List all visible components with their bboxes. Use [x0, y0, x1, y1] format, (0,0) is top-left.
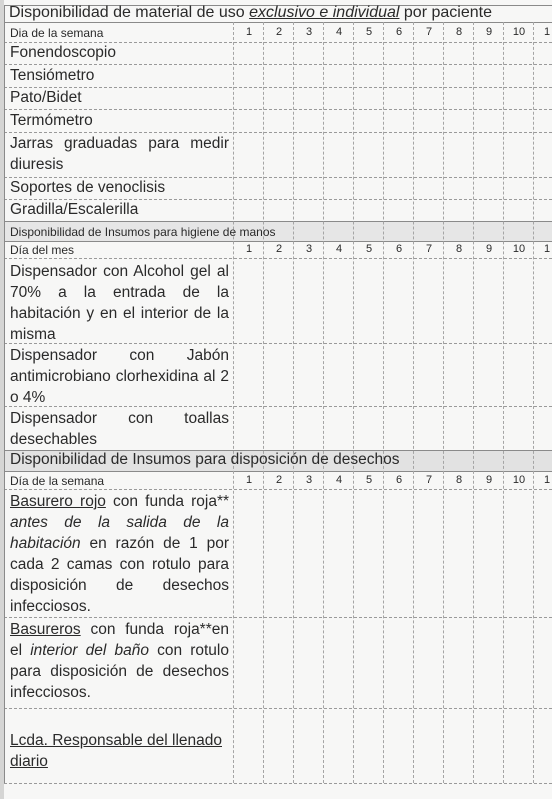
day-number: 2	[275, 243, 283, 255]
bano-line1-rest: con funda roja**en	[80, 621, 229, 638]
day-number: 1	[543, 26, 551, 38]
basurero-line2: antes de la salida de la	[10, 514, 229, 531]
day-number: 5	[365, 474, 373, 486]
bano-line2-pre: el	[10, 642, 31, 659]
toallas-line2: desechables	[10, 431, 98, 448]
rule	[4, 109, 552, 110]
rule	[4, 241, 552, 242]
day-number: 8	[455, 26, 463, 38]
day-number: 1	[543, 474, 551, 486]
basurero-underlined: Basurero rojo	[10, 493, 106, 510]
rule	[4, 22, 552, 23]
basurero-italic: habitación	[10, 535, 81, 552]
day-number: 7	[425, 474, 433, 486]
day-number: 6	[395, 26, 403, 38]
rule	[4, 783, 552, 784]
rule	[4, 471, 552, 472]
item-jarras-line1: Jarras graduadas para medir	[10, 135, 229, 152]
day-number: 8	[455, 474, 463, 486]
day-number: 7	[425, 243, 433, 255]
bano-line2-post: con rotulo	[148, 642, 229, 659]
jabon-line2: antimicrobiano clorhexidina al 2	[10, 368, 229, 385]
section1-title-start: Disponibilidad de material de uso	[9, 4, 250, 21]
item-toallas	[10, 408, 229, 450]
day-number: 1	[543, 243, 551, 255]
rule	[4, 87, 552, 88]
section1-title	[9, 4, 492, 22]
rule	[4, 177, 552, 178]
item-jabon	[10, 345, 229, 408]
jabon-line1: Dispensador con Jabón	[10, 347, 229, 364]
rule	[4, 617, 552, 618]
alcohol-line2: 70% a la entrada de la	[10, 284, 229, 301]
section2-header-label: Día del mes	[10, 243, 75, 257]
item-gradilla: Gradilla/Escalerilla	[10, 201, 139, 218]
footer-line1: Lcda. Responsable del llenado	[10, 732, 222, 749]
basurero-line1-rest: con funda roja**	[105, 493, 230, 510]
column-rule	[533, 22, 534, 783]
item-tensiometro: Tensiómetro	[10, 67, 95, 84]
item-jarras-line2: diuresis	[10, 156, 64, 173]
column-rule	[323, 22, 324, 783]
section3-title: Disponibilidad de Insumos para disposición de desechos	[10, 451, 400, 468]
day-number: 4	[335, 243, 343, 255]
day-number: 7	[425, 26, 433, 38]
alcohol-line4: misma	[10, 326, 56, 343]
rule	[4, 708, 552, 709]
jabon-line3: o 4%	[10, 389, 46, 406]
alcohol-line3: habitación y en el interior de la	[10, 305, 229, 322]
section2-title: Disponibilidad de Insumos para higiene de manos	[10, 225, 276, 239]
column-rule	[293, 22, 294, 783]
item-fonendoscopio: Fonendoscopio	[10, 44, 116, 61]
bano-line1	[10, 619, 229, 640]
toallas-line1: Dispensador con toallas	[10, 410, 229, 427]
rule	[4, 199, 552, 200]
bano-line4: infecciosos.	[10, 684, 91, 701]
day-number: 9	[485, 243, 493, 255]
column-rule	[443, 22, 444, 783]
bano-italic: interior del baño	[30, 642, 149, 659]
item-soportes: Soportes de venoclisis	[10, 179, 166, 196]
section1-header-label: Dia de la semana	[10, 26, 104, 40]
rule	[4, 42, 552, 43]
basurero-line6: infecciosos.	[10, 598, 91, 615]
column-rule	[383, 22, 384, 783]
day-number: 9	[485, 26, 493, 38]
rule	[4, 132, 552, 133]
bano-line2	[10, 640, 229, 661]
day-number: 5	[365, 26, 373, 38]
day-number: 4	[335, 26, 343, 38]
day-number: 4	[335, 474, 343, 486]
item-pato-bidet: Pato/Bidet	[10, 89, 82, 106]
column-rule	[4, 5, 5, 783]
day-number: 3	[305, 26, 313, 38]
column-rule	[473, 22, 474, 783]
day-number: 2	[275, 474, 283, 486]
column-rule	[233, 22, 234, 783]
day-number: 6	[395, 474, 403, 486]
day-number: 9	[485, 474, 493, 486]
item-basurero-rojo	[10, 491, 229, 617]
section1-title-end: por paciente	[399, 4, 492, 21]
bano-underlined: Basureros	[10, 621, 81, 638]
day-number: 2	[275, 26, 283, 38]
day-number: 5	[365, 243, 373, 255]
day-number: 1	[245, 474, 253, 486]
section1-title-emphasis: exclusivo e individual	[249, 4, 400, 21]
item-termometro: Termómetro	[10, 112, 93, 129]
day-number: 8	[455, 243, 463, 255]
bano-line3: para disposición de desechos	[10, 663, 229, 680]
basurero-line1	[10, 491, 229, 512]
basurero-line3-rest: en razón de 1 por	[80, 535, 229, 552]
day-number: 3	[305, 243, 313, 255]
day-number: 6	[395, 243, 403, 255]
day-number: 3	[305, 474, 313, 486]
item-alcohol-gel	[10, 261, 229, 345]
section3-header-label: Día de la semana	[10, 474, 105, 488]
alcohol-line1: Dispensador con Alcohol gel al	[10, 263, 229, 280]
rule	[4, 64, 552, 65]
day-number: 10	[512, 474, 526, 486]
basurero-line5: disposición de desechos	[10, 577, 229, 594]
day-number: 1	[245, 243, 253, 255]
rule	[4, 258, 552, 259]
rule	[4, 221, 552, 222]
column-rule	[413, 22, 414, 783]
day-number: 10	[512, 26, 526, 38]
column-rule	[263, 22, 264, 783]
day-number: 1	[245, 26, 253, 38]
footer-responsable	[10, 730, 229, 772]
item-basureros-bano	[10, 619, 229, 703]
day-number: 10	[512, 243, 526, 255]
column-rule	[353, 22, 354, 783]
basurero-line4: cada 2 camas con rotulo para	[10, 556, 229, 573]
column-rule	[503, 22, 504, 783]
footer-line2: diario	[10, 753, 48, 770]
rule	[4, 489, 552, 490]
basurero-line3	[10, 533, 229, 554]
